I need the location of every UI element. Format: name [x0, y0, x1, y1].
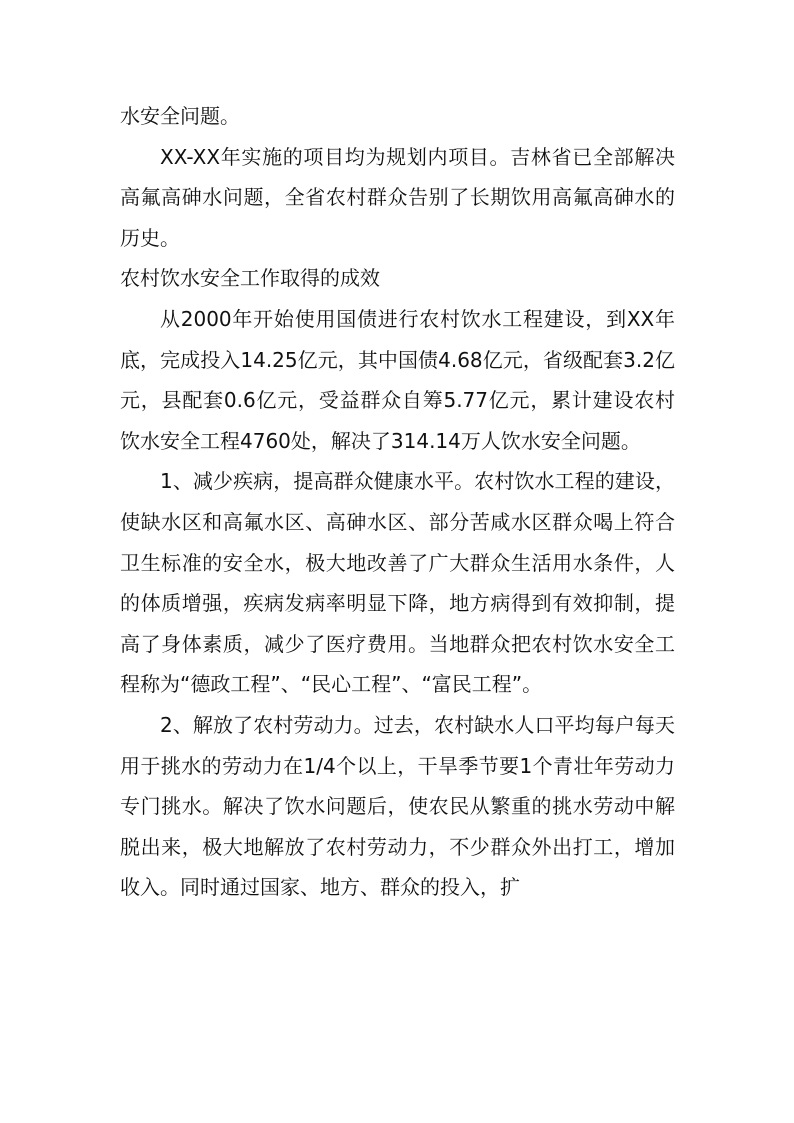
- section-heading: 农村饮水安全工作取得的成效: [120, 266, 380, 291]
- document-body: [120, 96, 675, 908]
- paragraph-investment: 从2000年开始使用国债进行农村饮水工程建设，到XX年底，完成投入14.25亿元，其中国债4.68亿元，省级配套3.2亿元，县配套0.6亿元，受益群众自筹5.77亿元，累计建设农村饮水安全工程4760处，解决了314.14万人饮水安全问题。: [120, 306, 675, 453]
- paragraph-labor: 2、解放了农村劳动力。过去，农村缺水人口平均每户每天用于挑水的劳动力在1/4个以上，干旱季节要1个青壮年劳动力专门挑水。解决了饮水问题后，使农民从繁重的挑水劳动中解脱出来，极大地解放了农村劳动力，不少群众外出打工，增加收入。同时通过国家、地方、群众的投入，扩: [120, 712, 675, 900]
- paragraph-health: 1、减少疾病，提高群众健康水平。农村饮水工程的建设，使缺水区和高氟水区、高砷水区、部分苦咸水区群众喝上符合卫生标准的安全水，极大地改善了广大群众生活用水条件，人的体质增强，疾病发病率明显下降，地方病得到有效抑制，提高了身体素质，减少了医疗费用。当地群众把农村饮水安全工程称为“德政工程”、“民心工程”、“富民工程”。: [120, 469, 675, 697]
- paragraph-continuation: 水安全问题。: [120, 104, 240, 128]
- paragraph-planned-projects: XX-XX年实施的项目均为规划内项目。吉林省已全部解决高氟高砷水问题，全省农村群众告别了长期饮用高氟高砷水的历史。: [120, 144, 675, 250]
